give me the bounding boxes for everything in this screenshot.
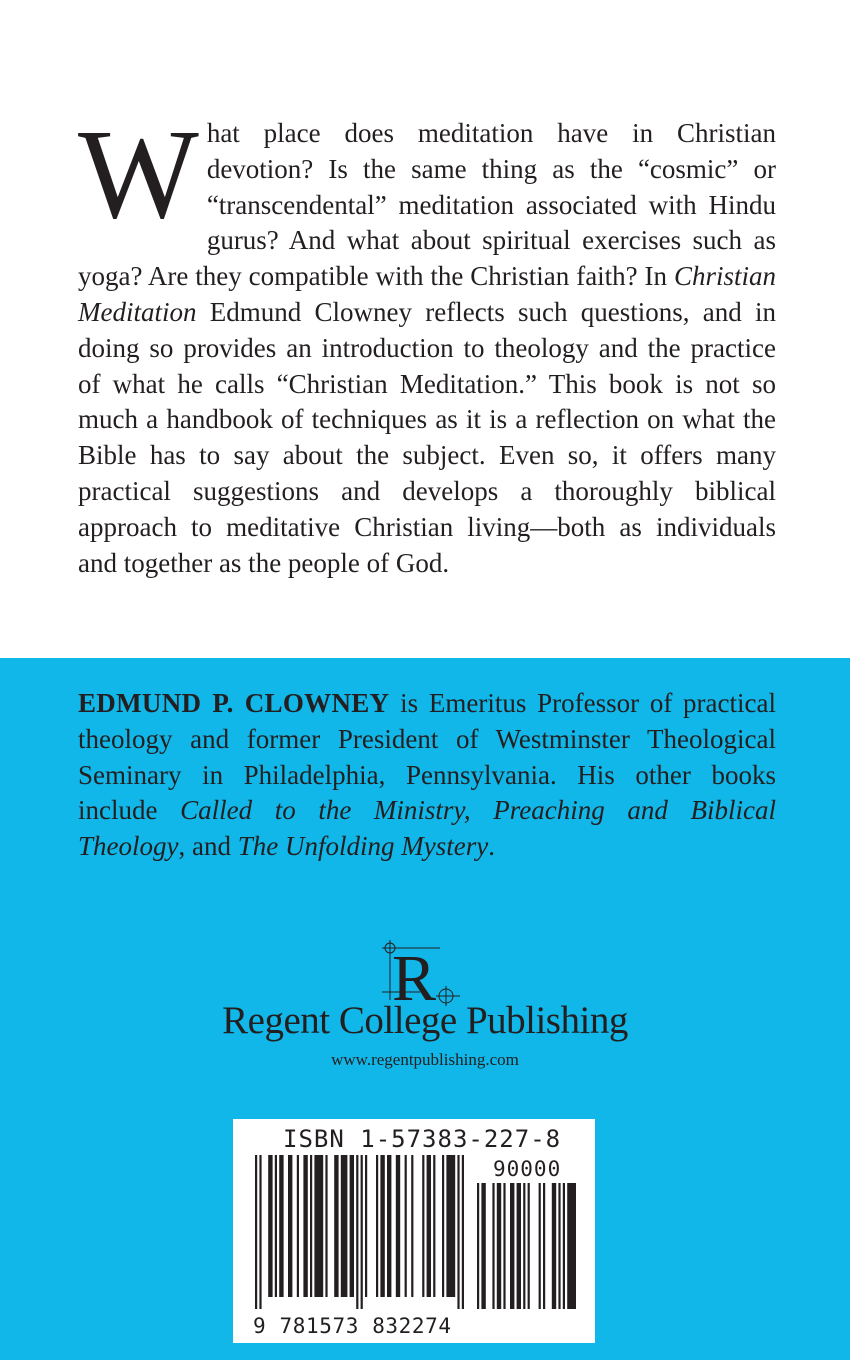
barcode-bar [255, 1155, 257, 1309]
barcode-bar [563, 1183, 565, 1309]
barcode-bar [442, 1155, 444, 1297]
barcode-bar [325, 1155, 327, 1297]
barcode-bar [427, 1155, 431, 1297]
barcode-bar [303, 1155, 307, 1297]
barcode-bar [446, 1155, 455, 1297]
author-name: EDMUND P. CLOWNEY [78, 688, 390, 718]
barcode-bar [481, 1183, 485, 1309]
addon-barcode-icon [477, 1183, 577, 1311]
barcode-bar [552, 1183, 556, 1309]
barcode-bar [528, 1183, 530, 1309]
publisher-name: Regent College Publishing [222, 999, 628, 1042]
ean-barcode-icon [255, 1155, 465, 1311]
barcode-bar [310, 1155, 312, 1297]
barcode-bar [477, 1183, 479, 1309]
logo-letter: R [392, 942, 437, 1006]
regent-logo-icon [380, 934, 470, 1006]
barcode-bar [457, 1155, 459, 1309]
book-title-italic: Christian Meditation [78, 261, 776, 327]
description-text-1: hat place does meditation have in Christian devotion? Is the same thing as the “cosmic” or “transcendental” meditation associated with Hindu gurus? And what about spiritual exercises such as yoga? Are they compatible with the Christian faith? In [78, 118, 776, 292]
author-panel [0, 658, 850, 1360]
barcode-bar [380, 1155, 384, 1297]
author-bio [78, 686, 776, 865]
barcode-bar [341, 1155, 348, 1297]
ean-digits: 9 781573 832274 [253, 1314, 452, 1338]
other-books-titles: Called to the Ministry, Preaching and Biblical Theology [78, 795, 776, 862]
barcode-bar [279, 1155, 283, 1297]
barcode-bar [275, 1155, 277, 1297]
price-code: 90000 [493, 1157, 562, 1181]
barcode-bar [405, 1155, 407, 1297]
barcode-bar [259, 1155, 261, 1309]
barcode-bar [523, 1183, 525, 1309]
publisher-url: www.regentpublishing.com [331, 1050, 519, 1069]
description-text-2: Edmund Clowney reflects such questions, and in doing so provides an introduction to theology and the practice of what he calls “Christian Meditation.” This book is not so much a handbook of techniques as it is a reflection on what the Bible has to say about the subject. Even so, it offers many practical suggestions and develops a thoroughly biblical approach to meditative Christian living—both as individuals and together as the people of God. [78, 296, 776, 578]
barcode-bar [422, 1155, 424, 1297]
barcode-bar [268, 1155, 272, 1297]
barcode-bar [376, 1155, 378, 1297]
barcode-bar [356, 1155, 358, 1309]
barcode-bar [492, 1183, 494, 1309]
barcode-bar [543, 1183, 545, 1309]
barcode-bar [396, 1155, 400, 1297]
bio-text-2: , and [178, 831, 238, 862]
barcode-bar [517, 1183, 521, 1309]
barcode-bar [365, 1155, 367, 1297]
barcode-bar [433, 1155, 435, 1297]
barcode-bar [462, 1155, 464, 1309]
barcode-bar [350, 1155, 354, 1297]
barcode-bar [288, 1155, 292, 1297]
bio-text-3: . [488, 831, 495, 862]
book-description [78, 103, 776, 581]
barcode-bar [314, 1155, 323, 1297]
barcode-bar [510, 1183, 514, 1309]
barcode-bar [334, 1155, 338, 1297]
bio-text-1: is Emeritus Professor of practical theology and former President of Westminster Theological Seminary in Philadelphia, Pennsylvania. His other books include [78, 688, 776, 826]
front-panel [0, 0, 850, 658]
barcode-bar [387, 1155, 391, 1297]
unfolding-mystery-title: The Unfolding Mystery [237, 831, 489, 862]
barcode-bar [411, 1155, 413, 1297]
barcode-bar [361, 1155, 363, 1309]
barcode-bar [539, 1183, 541, 1309]
barcode-bar [558, 1183, 560, 1309]
barcode-label [233, 1119, 595, 1343]
isbn-label: ISBN 1-57383-227-8 [283, 1125, 562, 1153]
barcode-bar [497, 1183, 501, 1309]
barcode-bar [503, 1183, 505, 1309]
barcode-bar [567, 1183, 576, 1309]
barcode-bar [297, 1155, 299, 1297]
drop-cap: W [78, 103, 199, 245]
